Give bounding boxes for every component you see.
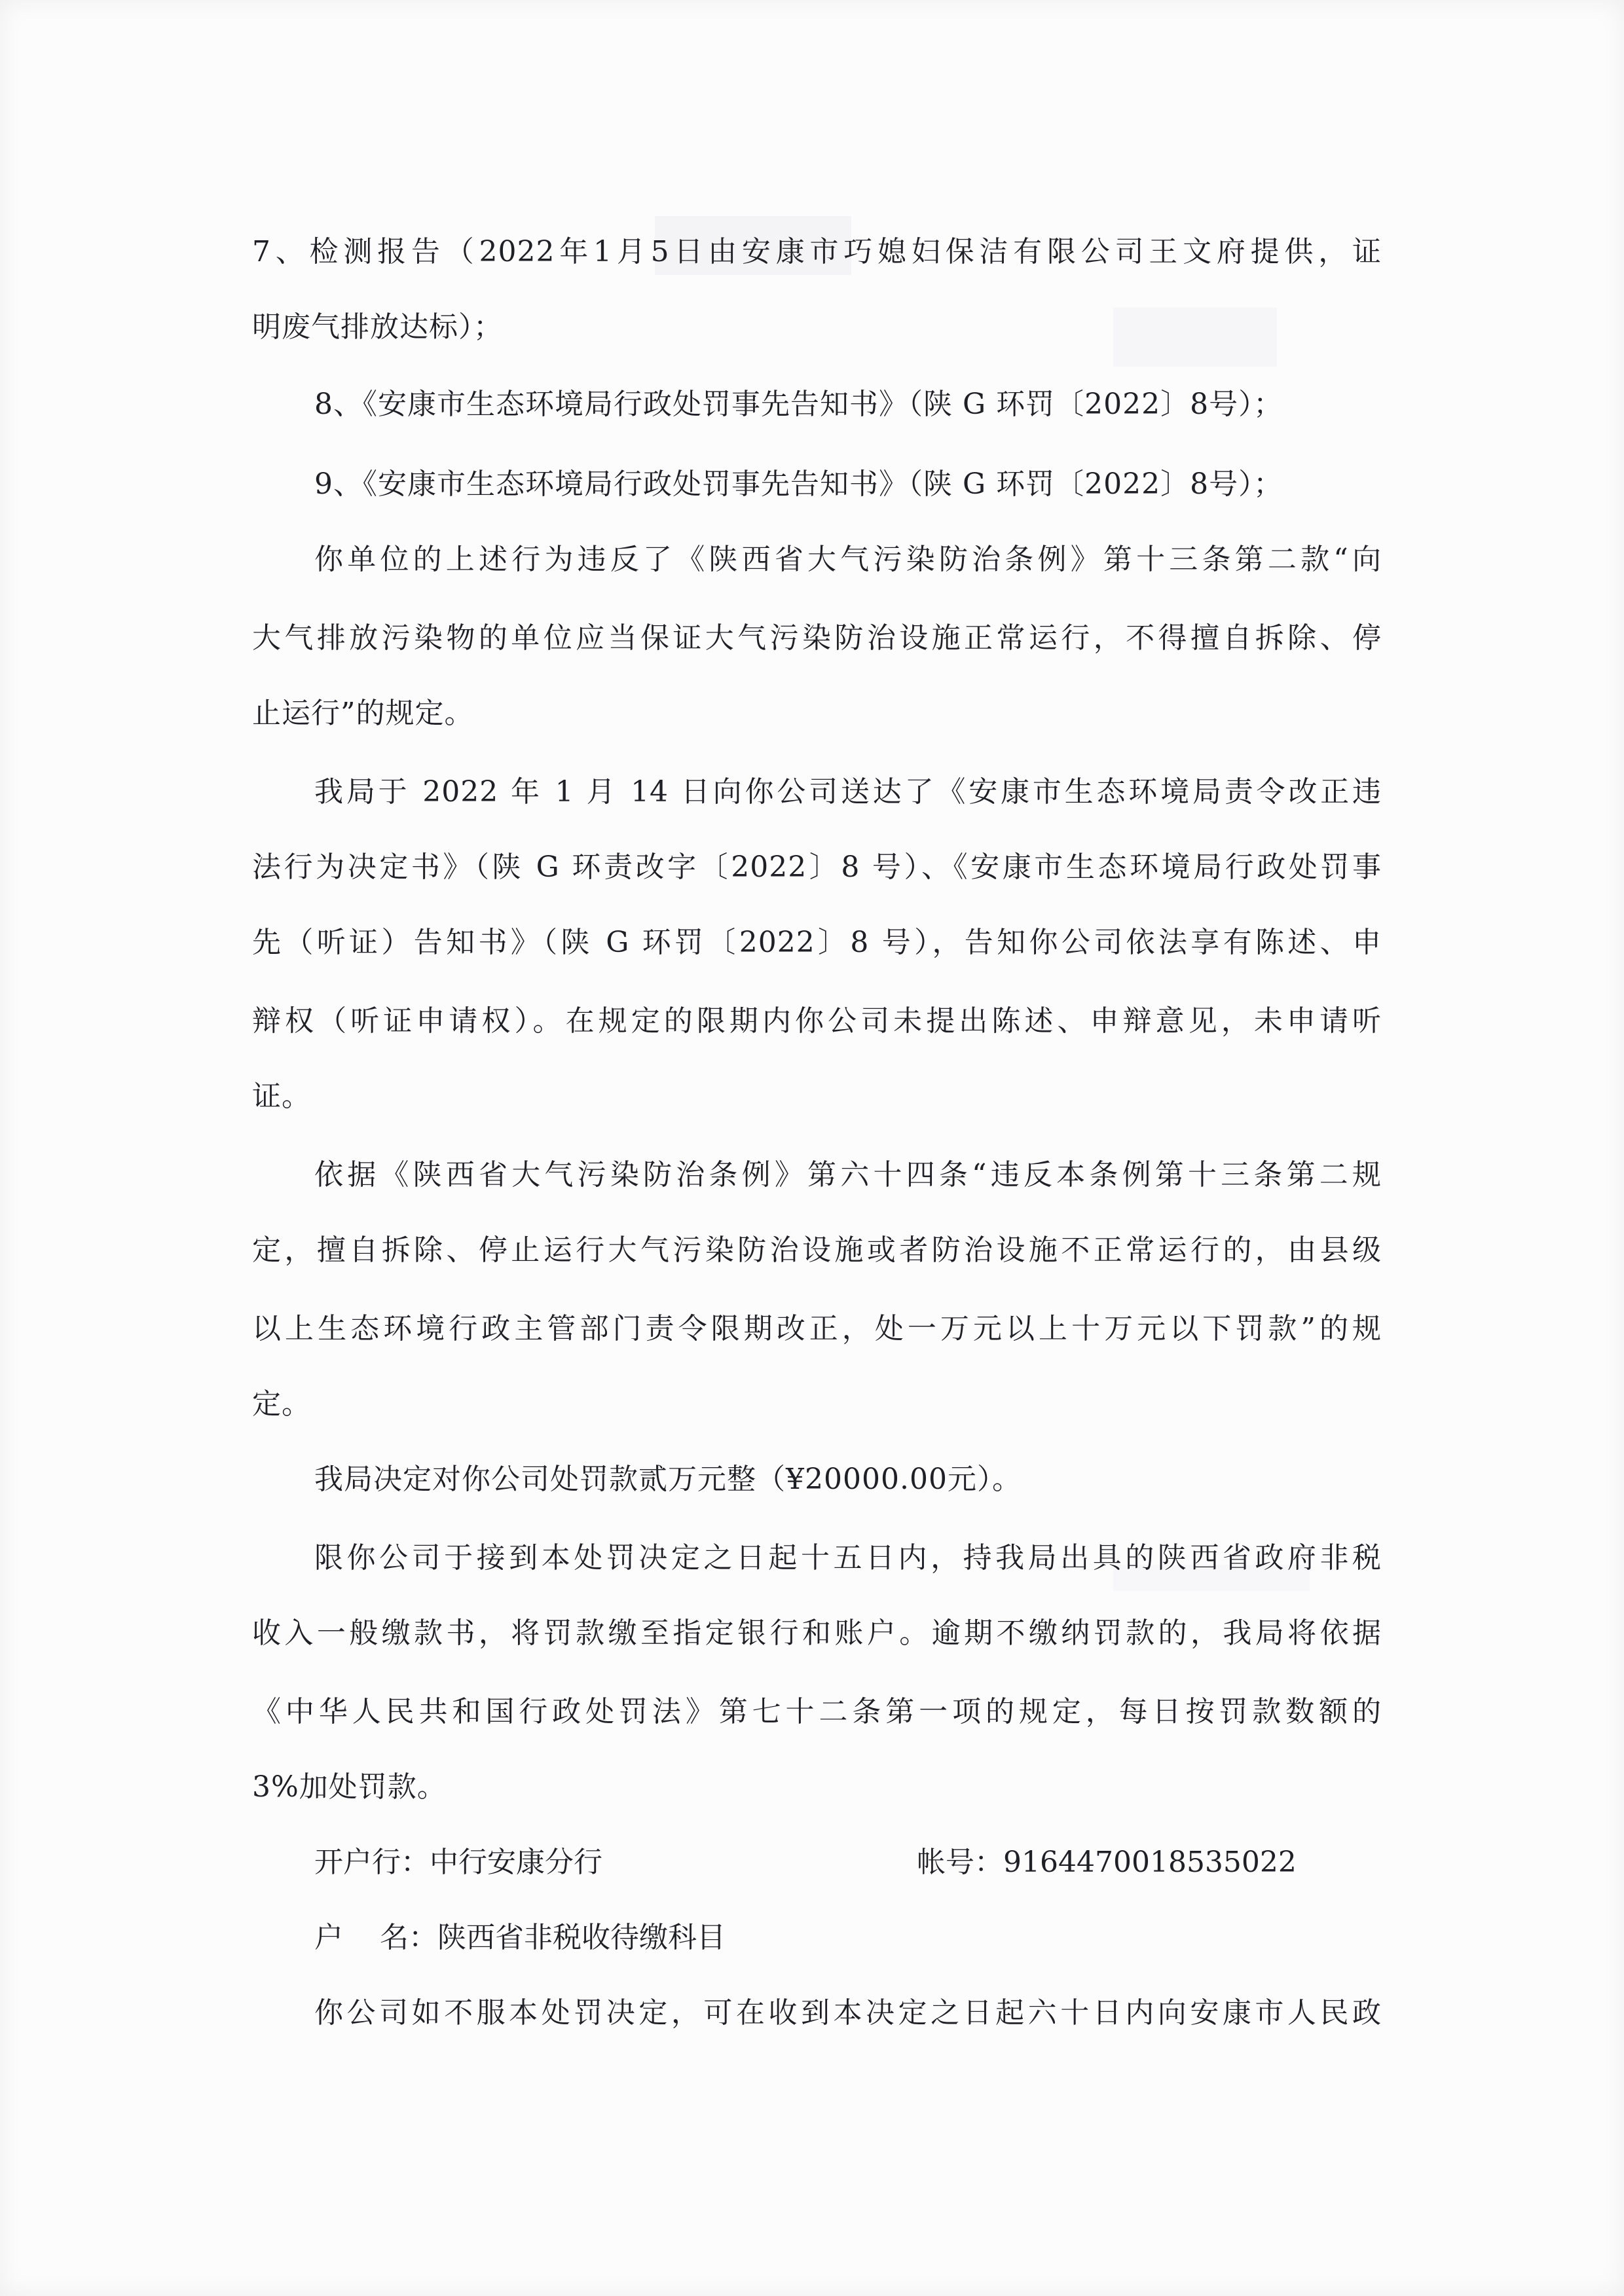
doc-line-21: 3%加处罚款。	[252, 1770, 447, 1804]
doc-line-9: 法行为决定书》（陕 G 环责改字〔2022〕8 号）、《安康市生态环境局行政处罚事	[252, 850, 1382, 884]
doc-line-7: 止运行”的规定。	[252, 697, 474, 730]
doc-line-14: 定，擅自拆除、停止运行大气污染防治设施或者防治设施不正常运行的，由县级	[252, 1233, 1382, 1267]
doc-line-10: 先（听证）告知书》（陕 G 环罚〔2022〕8 号），告知你公司依法享有陈述、申	[252, 926, 1382, 959]
doc-line-22: 你公司如不服本处罚决定，可在收到本决定之日起六十日内向安康市人民政	[314, 1996, 1382, 2030]
doc-line-1: 7、检测报告（2022年1月5日由安康市巧媳妇保洁有限公司王文府提供，证	[252, 235, 1382, 268]
doc-line-12: 证。	[252, 1080, 311, 1113]
doc-line-2: 明废气排放达标）；	[252, 310, 503, 344]
account-bank: 开户行：中行安康分行	[314, 1846, 602, 1879]
account-name: 户 名：陕西省非税收待缴科目	[314, 1921, 726, 1954]
doc-line-13: 依据《陕西省大气污染防治条例》第六十四条“违反本条例第十三条第二规	[314, 1158, 1382, 1192]
doc-line-8: 我局于 2022 年 1 月 14 日向你公司送达了《安康市生态环境局责令改正违	[314, 775, 1382, 809]
doc-line-18: 限你公司于接到本处罚决定之日起十五日内，持我局出具的陕西省政府非税	[314, 1541, 1382, 1575]
doc-line-15: 以上生态环境行政主管部门责令限期改正，处一万元以上十万元以下罚款”的规	[252, 1312, 1382, 1345]
doc-line-6: 大气排放污染物的单位应当保证大气污染防治设施正常运行，不得擅自拆除、停	[252, 621, 1382, 655]
doc-line-16: 定。	[252, 1387, 311, 1421]
doc-line-11: 辩权（听证申请权）。在规定的限期内你公司未提出陈述、申辩意见，未申请听	[252, 1004, 1382, 1038]
doc-line-19: 收入一般缴款书，将罚款缴至指定银行和账户。逾期不缴纳罚款的，我局将依据	[252, 1616, 1382, 1650]
account-number: 帐号：9164470018535022	[917, 1846, 1297, 1879]
doc-line-20: 《中华人民共和国行政处罚法》第七十二条第一项的规定，每日按罚款数额的	[252, 1695, 1382, 1728]
doc-line-5: 你单位的上述行为违反了《陕西省大气污染防治条例》第十三条第二款“向	[314, 543, 1382, 576]
doc-line-4: 9、《安康市生态环境局行政处罚事先告知书》（陕 G 环罚〔2022〕8号）；	[314, 467, 1283, 501]
doc-line-17: 我局决定对你公司处罚款贰万元整（¥20000.00元）。	[314, 1463, 1022, 1496]
doc-line-3: 8、《安康市生态环境局行政处罚事先告知书》（陕 G 环罚〔2022〕8号）；	[314, 388, 1283, 421]
